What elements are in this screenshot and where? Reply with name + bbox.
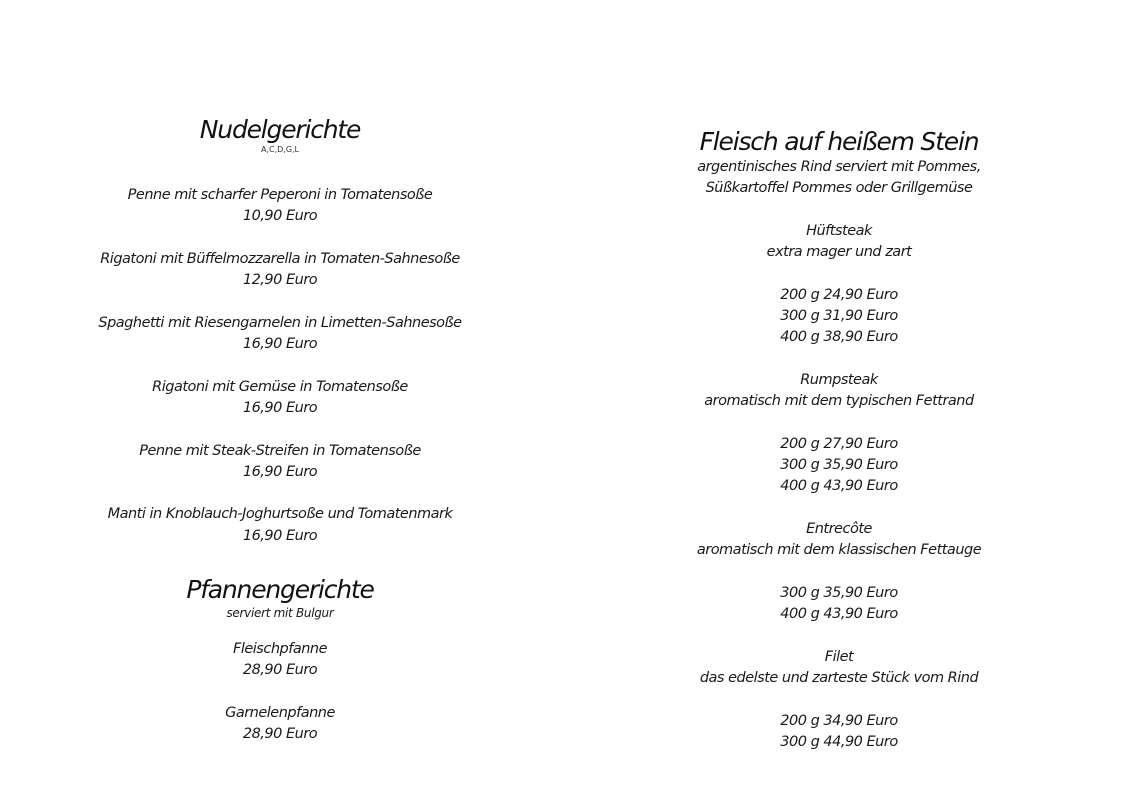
cut-price: 300 g 31,90 Euro [780,308,898,325]
pasta-item-name: Spaghetti mit Riesengarnelen in Limetten-Sahnesoße [98,314,462,331]
cut-price: 400 g 43,90 Euro [780,606,898,623]
pan-item-name: Garnelenpfanne [225,704,335,721]
steak-title: Fleisch auf heißem Stein [699,127,979,156]
pasta-item-name: Rigatoni mit Gemüse in Tomatensoße [152,378,408,395]
cut-name: Entrecôte [806,521,872,538]
pasta-item-price: 10,90 Euro [242,208,318,225]
cut-price: 300 g 44,90 Euro [780,734,898,751]
pasta-item-price: 16,90 Euro [242,336,318,353]
pasta-item-name: Manti in Knoblauch-Joghurtsoße und Tomatenmark [107,506,453,523]
cut-price: 300 g 35,90 Euro [780,584,898,601]
pasta-item-name: Penne mit Steak-Streifen in Tomatensoße [139,442,421,459]
cut-description: aromatisch mit dem klassischen Fettauge [696,542,982,559]
pasta-item-price: 16,90 Euro [242,399,318,416]
cut-price: 400 g 43,90 Euro [780,478,898,495]
cut-description: extra mager und zart [766,244,912,261]
pasta-item-price: 12,90 Euro [242,272,318,289]
pan-item-name: Fleischpfanne [232,641,328,658]
cut-price: 300 g 35,90 Euro [780,457,898,474]
pan-subtitle: serviert mit Bulgur [226,606,334,621]
steak-intro-line: Süßkartoffel Pommes oder Grillgemüse [705,180,973,197]
pan-title: Pfannengerichte [186,575,374,605]
cut-price: 200 g 34,90 Euro [780,712,898,729]
pasta-item-price: 16,90 Euro [242,463,318,480]
cut-description: aromatisch mit dem typischen Fettrand [704,393,974,410]
pan-item-price: 28,90 Euro [242,662,318,679]
cut-price: 400 g 38,90 Euro [780,329,898,346]
pasta-item-price: 16,90 Euro [242,527,318,544]
right-column [639,127,1039,753]
left-column [80,115,480,746]
cut-name: Hüftsteak [806,222,872,239]
steak-intro-line: argentinisches Rind serviert mit Pommes, [697,159,981,175]
pasta-item-name: Penne mit scharfer Peperoni in Tomatensoße [127,187,433,203]
cut-price: 200 g 27,90 Euro [780,435,898,452]
cut-description: das edelste und zarteste Stück vom Rind [699,670,979,687]
pan-item-price: 28,90 Euro [242,726,318,743]
pasta-title: Nudelgerichte [199,115,361,144]
cut-name: Filet [824,648,854,665]
pasta-item-name: Rigatoni mit Büffelmozzarella in Tomaten-Sahnesoße [100,250,460,267]
cut-price: 200 g 24,90 Euro [780,286,898,303]
pasta-allergens: A,C,D,G,L [260,145,300,154]
cut-name: Rumpsteak [800,371,878,388]
